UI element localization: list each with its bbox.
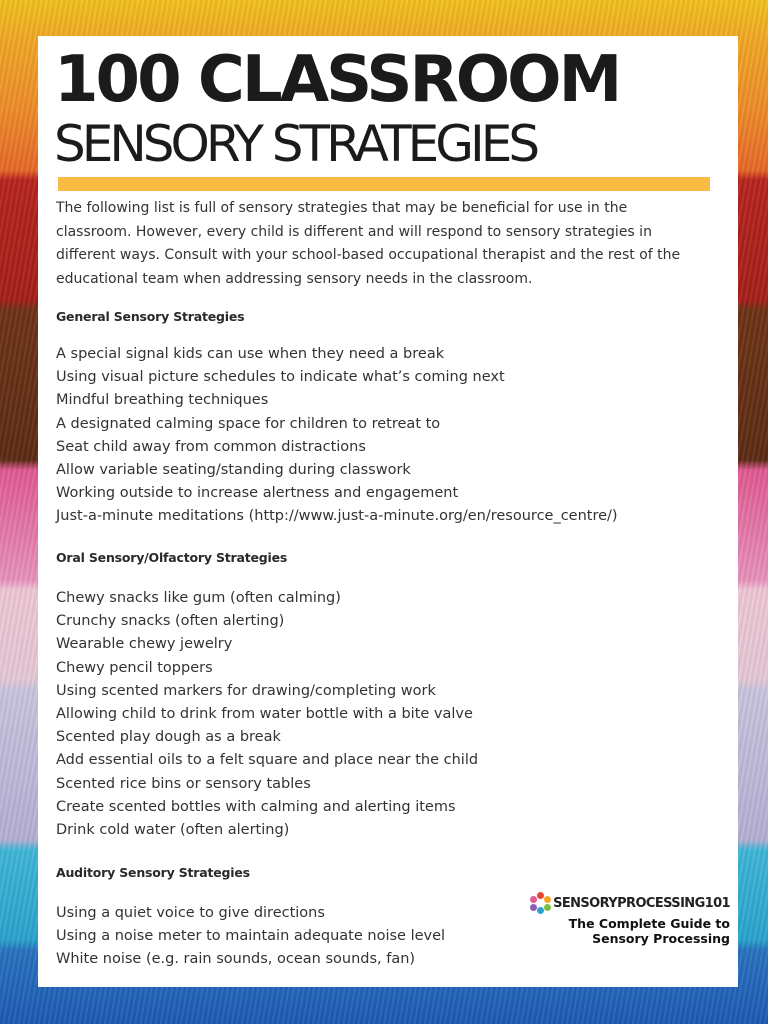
list-item: Using a quiet voice to give directions xyxy=(56,905,325,921)
list-item: Using visual picture schedules to indicate what’s coming next xyxy=(56,369,505,386)
title-line-2: SENSORY STRATEGIES xyxy=(54,115,537,173)
list-item: Chewy pencil toppers xyxy=(56,659,213,676)
list-item: Seat child away from common distractions xyxy=(56,438,366,455)
list-item: Scented rice bins or sensory tables xyxy=(56,775,311,792)
title-line-1: 100 CLASSROOM xyxy=(54,43,620,117)
title-underline xyxy=(58,177,710,191)
brand-logo xyxy=(530,892,730,946)
brand-tagline-1: The Complete Guide to xyxy=(568,916,730,931)
list-item: Just-a-minute meditations (http://www.just-a-minute.org/en/resource_centre/) xyxy=(56,508,618,525)
list-item: Crunchy snacks (often alerting) xyxy=(56,613,285,630)
brand-name: SENSORYPROCESSING101 xyxy=(553,895,730,911)
list-item: Mindful breathing techniques xyxy=(56,392,269,409)
list-item: Wearable chewy jewelry xyxy=(56,636,233,653)
list-item: Scented play dough as a break xyxy=(56,729,281,746)
list-oral xyxy=(56,587,716,842)
list-general xyxy=(56,343,716,529)
brand-tagline-2: Sensory Processing xyxy=(592,931,730,946)
list-item: Allow variable seating/standing during classwork xyxy=(56,462,411,479)
list-item: Using scented markers for drawing/completing work xyxy=(56,682,436,699)
list-item: Drink cold water (often alerting) xyxy=(56,822,290,839)
flower-dots-icon xyxy=(530,892,549,914)
list-item: Create scented bottles with calming and alerting items xyxy=(56,798,456,815)
list-item: A designated calming space for children to retreat to xyxy=(56,415,441,432)
list-item: Using a noise meter to maintain adequate noise level xyxy=(56,928,446,945)
section-heading-general: General Sensory Strategies xyxy=(56,309,245,324)
section-heading-oral: Oral Sensory/Olfactory Strategies xyxy=(56,550,288,565)
list-item: A special signal kids can use when they need a break xyxy=(56,346,445,362)
document-sheet xyxy=(38,36,738,987)
list-item: Allowing child to drink from water bottle with a bite valve xyxy=(56,706,473,723)
list-item: White noise (e.g. rain sounds, ocean sounds, fan) xyxy=(56,951,416,968)
list-item: Add essential oils to a felt square and place near the child xyxy=(56,752,479,769)
intro-paragraph: The following list is full of sensory strategies that may be beneficial for use in the classroom. However, every child is different and will respond to sensory strategies in different ways. Consult with your school-based occupational therapist and the rest of the educational team when addressing sensory needs in the classroom. xyxy=(56,200,681,287)
section-heading-auditory: Auditory Sensory Strategies xyxy=(56,865,250,880)
list-item: Chewy snacks like gum (often calming) xyxy=(56,590,341,606)
list-item: Working outside to increase alertness and engagement xyxy=(56,485,459,502)
